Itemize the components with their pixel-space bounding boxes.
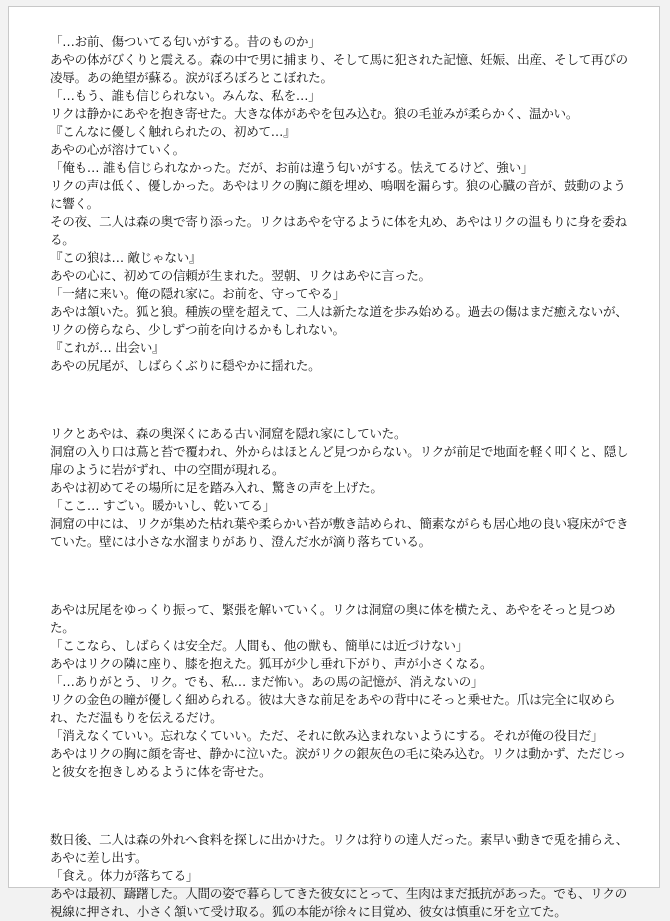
paragraph: あやの尻尾が、しばらくぶりに穏やかに揺れた。	[50, 358, 321, 373]
paragraph: 『この狼は… 敵じゃない』	[50, 250, 202, 265]
paragraph: 「一緒に来い。俺の隠れ家に。お前を、守ってやる」	[50, 286, 346, 301]
paragraph: 「消えなくていい。忘れなくていい。ただ、それに飲み込まれないようにする。それが俺の役目だ」	[50, 728, 604, 743]
paragraph: 『こんなに優しく触れられたの、初めて…』	[50, 124, 296, 139]
paragraph-break	[50, 797, 629, 815]
paragraph: 数日後、二人は森の外れへ食料を探しに出かけた。リクは狩りの達人だった。素早い動きで兎を捕らえ、あやに差し出す。	[50, 832, 629, 865]
paragraph: あやの心に、初めての信頼が生まれた。翌朝、リクはあやに言った。	[50, 268, 431, 283]
paragraph: あやは初めてその場所に足を踏み入れ、驚きの声を上げた。	[50, 480, 383, 495]
paragraph: 『これが… 出会い』	[50, 340, 165, 355]
paragraph: 「ここなら、しばらくは安全だ。人間も、他の獣も、簡単には近づけない」	[50, 638, 468, 653]
paragraph: あやはリクの隣に座り、膝を抱えた。狐耳が少し垂れ下がり、声が小さくなる。	[50, 656, 493, 671]
paragraph: リクの金色の瞳が優しく細められる。彼は大きな前足をあやの背中にそっと乗せた。爪は完全に収められ、ただ温もりを伝えるだけ。	[50, 692, 616, 725]
paragraph: 「ここ… すごい。暖かいし、乾いてる」	[50, 498, 275, 513]
paragraph-break	[50, 391, 629, 409]
paragraph: あやはリクの胸に顔を寄せ、静かに泣いた。涙がリクの銀灰色の毛に染み込む。リクは動かず、ただじっと彼女を抱きしめるように体を寄せた。	[50, 746, 626, 779]
paragraph: あやの体がびくりと震える。森の中で男に捕まり、そして馬に犯された記憶、妊娠、出産、そして再びの凌辱。あの絶望が蘇る。涙がぼろぼろとこぼれた。	[50, 52, 628, 85]
paragraph: あやは最初、躊躇した。人間の姿で暮らしてきた彼女にとって、生肉はまだ抵抗があった。でも、リクの視線に押され、小さく頷いて受け取る。狐の本能が徐々に目覚め、彼女は慎重に牙を立てた。	[50, 886, 627, 919]
paragraph-break	[50, 567, 629, 585]
paragraph: その夜、二人は森の奥で寄り添った。リクはあやを守るように体を丸め、あやはリクの温もりに身を委ねる。	[50, 214, 627, 247]
paragraph: リクは静かにあやを抱き寄せた。大きな体があやを包み込む。狼の毛並みが柔らかく、温かい。	[50, 106, 579, 121]
paragraph: リクの声は低く、優しかった。あやはリクの胸に顔を埋め、嗚咽を漏らす。狼の心臓の音が、鼓動のように響く。	[50, 178, 626, 211]
document-page	[8, 6, 660, 919]
paragraph: 「食え。体力が落ちてる」	[50, 868, 199, 883]
paragraph: あやは尻尾をゆっくり振って、緊張を解いていく。リクは洞窟の奥に体を横たえ、あやをそっと見つめた。	[50, 602, 616, 635]
paragraph: 「俺も… 誰も信じられなかった。だが、お前は違う匂いがする。怯えてるけど、強い」	[50, 160, 534, 175]
paragraph: 洞窟の中には、リクが集めた枯れ葉や柔らかい苔が敷き詰められ、簡素ながらも居心地の良い寝床ができていた。壁には小さな水溜まりがあり、澄んだ水が滴り落ちている。	[50, 516, 629, 549]
paragraph: あやの心が溶けていく。	[50, 142, 185, 157]
paragraph: 「…もう、誰も信じられない。みんな、私を…」	[50, 88, 321, 103]
paragraph: 「…ありがとう、リク。でも、私… まだ怖い。あの馬の記憶が、消えないの」	[50, 674, 484, 689]
document-body	[50, 33, 629, 921]
paragraph: あやは頷いた。狐と狼。種族の壁を超えて、二人は新たな道を歩み始める。過去の傷はまだ癒えないが、リクの傍らなら、少しずつ前を向けるかもしれない。	[50, 304, 628, 337]
paragraph: 「…お前、傷ついてる匂いがする。昔のものか」	[50, 34, 321, 49]
paragraph: リクとあやは、森の奥深くにある古い洞窟を隠れ家にしていた。	[50, 426, 407, 441]
paragraph: 洞窟の入り口は蔦と苔で覆われ、外からはほとんど見つからない。リクが前足で地面を軽く叩くと、隠し扉のように岩がずれ、中の空間が現れる。	[50, 444, 629, 477]
